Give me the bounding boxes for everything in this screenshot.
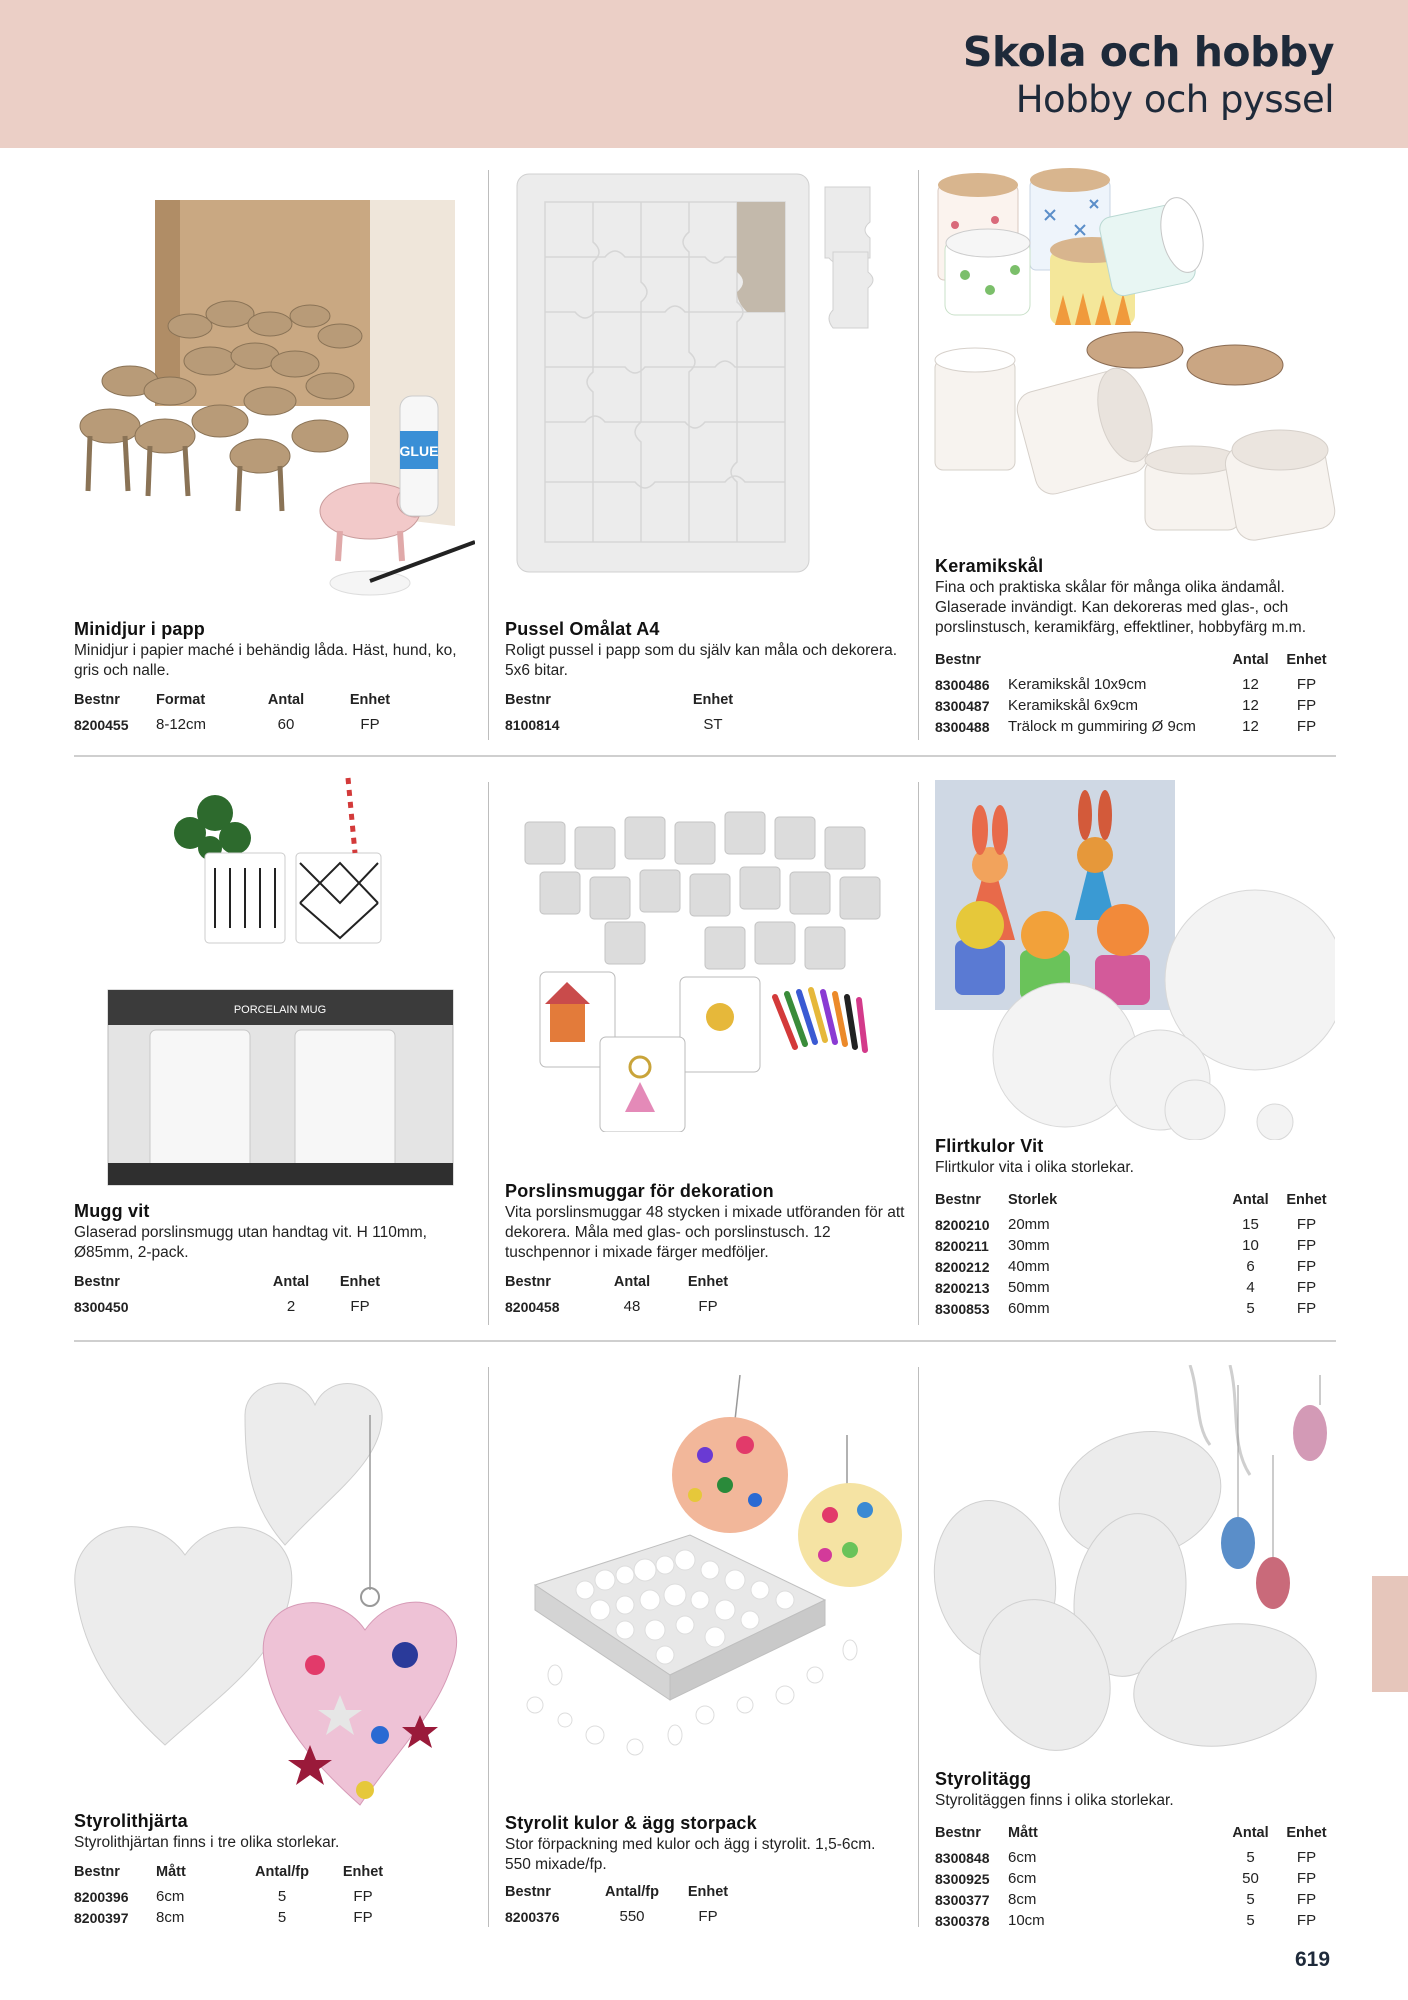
table-row: 8300848 6cm 5 FP	[935, 1849, 1317, 1866]
col-header: Antal/fp	[605, 1883, 659, 1900]
table-row: 8200210 20mm 15 FP	[935, 1216, 1317, 1233]
product-name: Styrolit kulor & ägg storpack	[505, 1813, 757, 1833]
product-description: Stor förpackning med kulor och ägg i styrolit. 1,5-6cm. 550 mixade/fp.	[505, 1836, 876, 1873]
col-header: Bestnr	[935, 651, 981, 668]
table-row: 8100814 ST	[505, 716, 723, 733]
spec-table	[935, 650, 1335, 737]
table-row: 8300925 6cm 50 FP	[935, 1870, 1317, 1887]
white-mug-pack-image	[100, 768, 470, 1193]
table-row: 8300378 10cm 5 FP	[935, 1912, 1317, 1929]
col-header: Format	[156, 691, 206, 708]
porcelain-mugs-image	[505, 782, 905, 1132]
spec-table	[505, 1272, 745, 1317]
column-divider	[488, 1367, 489, 1927]
product-name: Styrolithjärta	[74, 1811, 188, 1831]
col-header: Enhet	[687, 1273, 729, 1290]
product-name: Minidjur i papp	[74, 619, 205, 639]
cotton-balls-image	[935, 780, 1335, 1140]
table-row: 8300377 8cm 5 FP	[935, 1891, 1317, 1908]
table-row: 8300853 60mm 5 FP	[935, 1300, 1317, 1317]
product-name: Styrolitägg	[935, 1769, 1032, 1789]
col-header: Storlek	[1008, 1191, 1058, 1208]
table-row: 8200397 8cm 5 FP	[74, 1909, 373, 1926]
styrofoam-eggs-image	[930, 1365, 1340, 1765]
col-header: Enhet	[349, 691, 391, 708]
column-divider	[488, 170, 489, 740]
table-row: 8200212 40mm 6 FP	[935, 1258, 1317, 1275]
table-row: 8200455 8-12cm 60 FP	[74, 716, 380, 733]
col-header: Antal	[1232, 1191, 1269, 1208]
blank-puzzle-image	[515, 172, 887, 602]
col-header: Antal	[1232, 651, 1269, 668]
table-row: 8200211 30mm 10 FP	[935, 1237, 1317, 1254]
col-header: Enhet	[342, 1863, 384, 1880]
table-row: 8200396 6cm 5 FP	[74, 1888, 373, 1905]
col-header: Antal	[272, 1273, 310, 1290]
product-description: Flirtkulor vita i olika storlekar.	[935, 1159, 1134, 1176]
col-header: Enhet	[339, 1273, 381, 1290]
table-row: 8300486 Keramikskål 10x9cm 12 FP	[935, 676, 1317, 693]
paper-mache-animals-image	[70, 196, 475, 606]
col-header: Bestnr	[74, 1273, 120, 1290]
col-header: Antal	[613, 1273, 651, 1290]
table-row: 8200376 550 FP	[505, 1908, 718, 1925]
col-header: Enhet	[687, 1883, 729, 1900]
section-title: Skola och hobby	[962, 28, 1334, 76]
col-header: Bestnr	[935, 1824, 981, 1841]
col-header: Enhet	[1286, 1824, 1327, 1841]
col-header: Antal	[267, 691, 305, 708]
spec-table	[935, 1823, 1335, 1931]
product-description: Vita porslinsmuggar 48 stycken i mixade utföranden för att dekorera. Måla med glas- och porslinstusch. 12 tuschpennor i mixade färger medföljer.	[505, 1204, 905, 1261]
section-subtitle: Hobby och pyssel	[1015, 78, 1334, 121]
col-header: Bestnr	[935, 1191, 981, 1208]
spec-table	[74, 1862, 404, 1928]
product-name: Flirtkulor Vit	[935, 1136, 1044, 1156]
mug-box-label: PORCELAIN MUG	[233, 1004, 327, 1016]
column-divider	[918, 170, 919, 740]
product-description: Fina och praktiska skålar för många olika ändamål. Glaserade invändigt. Kan dekoreras med glas-, och porslinstusch, keramikfärg, effektliner, hobbyfärg m.m.	[935, 579, 1307, 636]
product-description: Styrolitäggen finns i olika storlekar.	[935, 1792, 1174, 1809]
col-header: Bestnr	[74, 691, 120, 708]
product-name: Mugg vit	[74, 1201, 150, 1221]
col-header: Bestnr	[505, 1273, 551, 1290]
spec-table	[74, 1272, 394, 1317]
section-tab-marker	[1372, 1576, 1408, 1692]
styrofoam-balls-pack-image	[495, 1375, 905, 1775]
product-name: Porslinsmuggar för dekoration	[505, 1181, 774, 1201]
table-row: 8300488 Trälock m gummiring Ø 9cm 12 FP	[935, 718, 1317, 735]
col-header: Mått	[1008, 1824, 1038, 1841]
col-header: Enhet	[1286, 1191, 1327, 1208]
col-header: Antal	[1232, 1824, 1269, 1841]
product-description: Roligt pussel i papp som du själv kan måla och dekorera. 5x6 bitar.	[505, 642, 898, 679]
spec-table	[505, 690, 745, 735]
product-description: Minidjur i papier maché i behändig låda. Häst, hund, ko, gris och nalle.	[74, 642, 457, 679]
ceramic-bowls-image	[930, 165, 1340, 550]
column-divider	[918, 1367, 919, 1927]
product-description: Glaserad porslinsmugg utan handtag vit. H 110mm, Ø85mm, 2-pack.	[74, 1224, 427, 1261]
column-divider	[918, 782, 919, 1325]
col-header: Bestnr	[74, 1863, 120, 1880]
col-header: Enhet	[1286, 651, 1327, 668]
col-header: Enhet	[692, 691, 734, 708]
row-divider	[74, 1340, 1336, 1342]
product-name: Pussel Omålat A4	[505, 619, 660, 639]
table-row: 8200213 50mm 4 FP	[935, 1279, 1317, 1296]
page-number: 619	[1295, 1948, 1331, 1971]
col-header: Antal/fp	[255, 1863, 309, 1880]
glue-bottle-label: GLUE	[399, 443, 439, 459]
row-divider	[74, 755, 1336, 757]
table-row: 8200458 48 FP	[505, 1298, 718, 1315]
styrofoam-hearts-image	[70, 1375, 460, 1815]
table-row: 8300450 2 FP	[74, 1298, 370, 1315]
spec-table	[935, 1190, 1335, 1319]
col-header	[1008, 650, 1223, 674]
product-name: Keramikskål	[935, 556, 1044, 576]
spec-table	[505, 1882, 745, 1927]
table-row: 8300487 Keramikskål 6x9cm 12 FP	[935, 697, 1317, 714]
column-divider	[488, 782, 489, 1325]
page-header	[0, 0, 1408, 148]
col-header: Bestnr	[505, 1883, 551, 1900]
spec-table	[74, 690, 419, 735]
col-header: Bestnr	[505, 691, 551, 708]
col-header: Mått	[156, 1863, 186, 1880]
product-description: Styrolithjärtan finns i tre olika storlekar.	[74, 1834, 340, 1851]
